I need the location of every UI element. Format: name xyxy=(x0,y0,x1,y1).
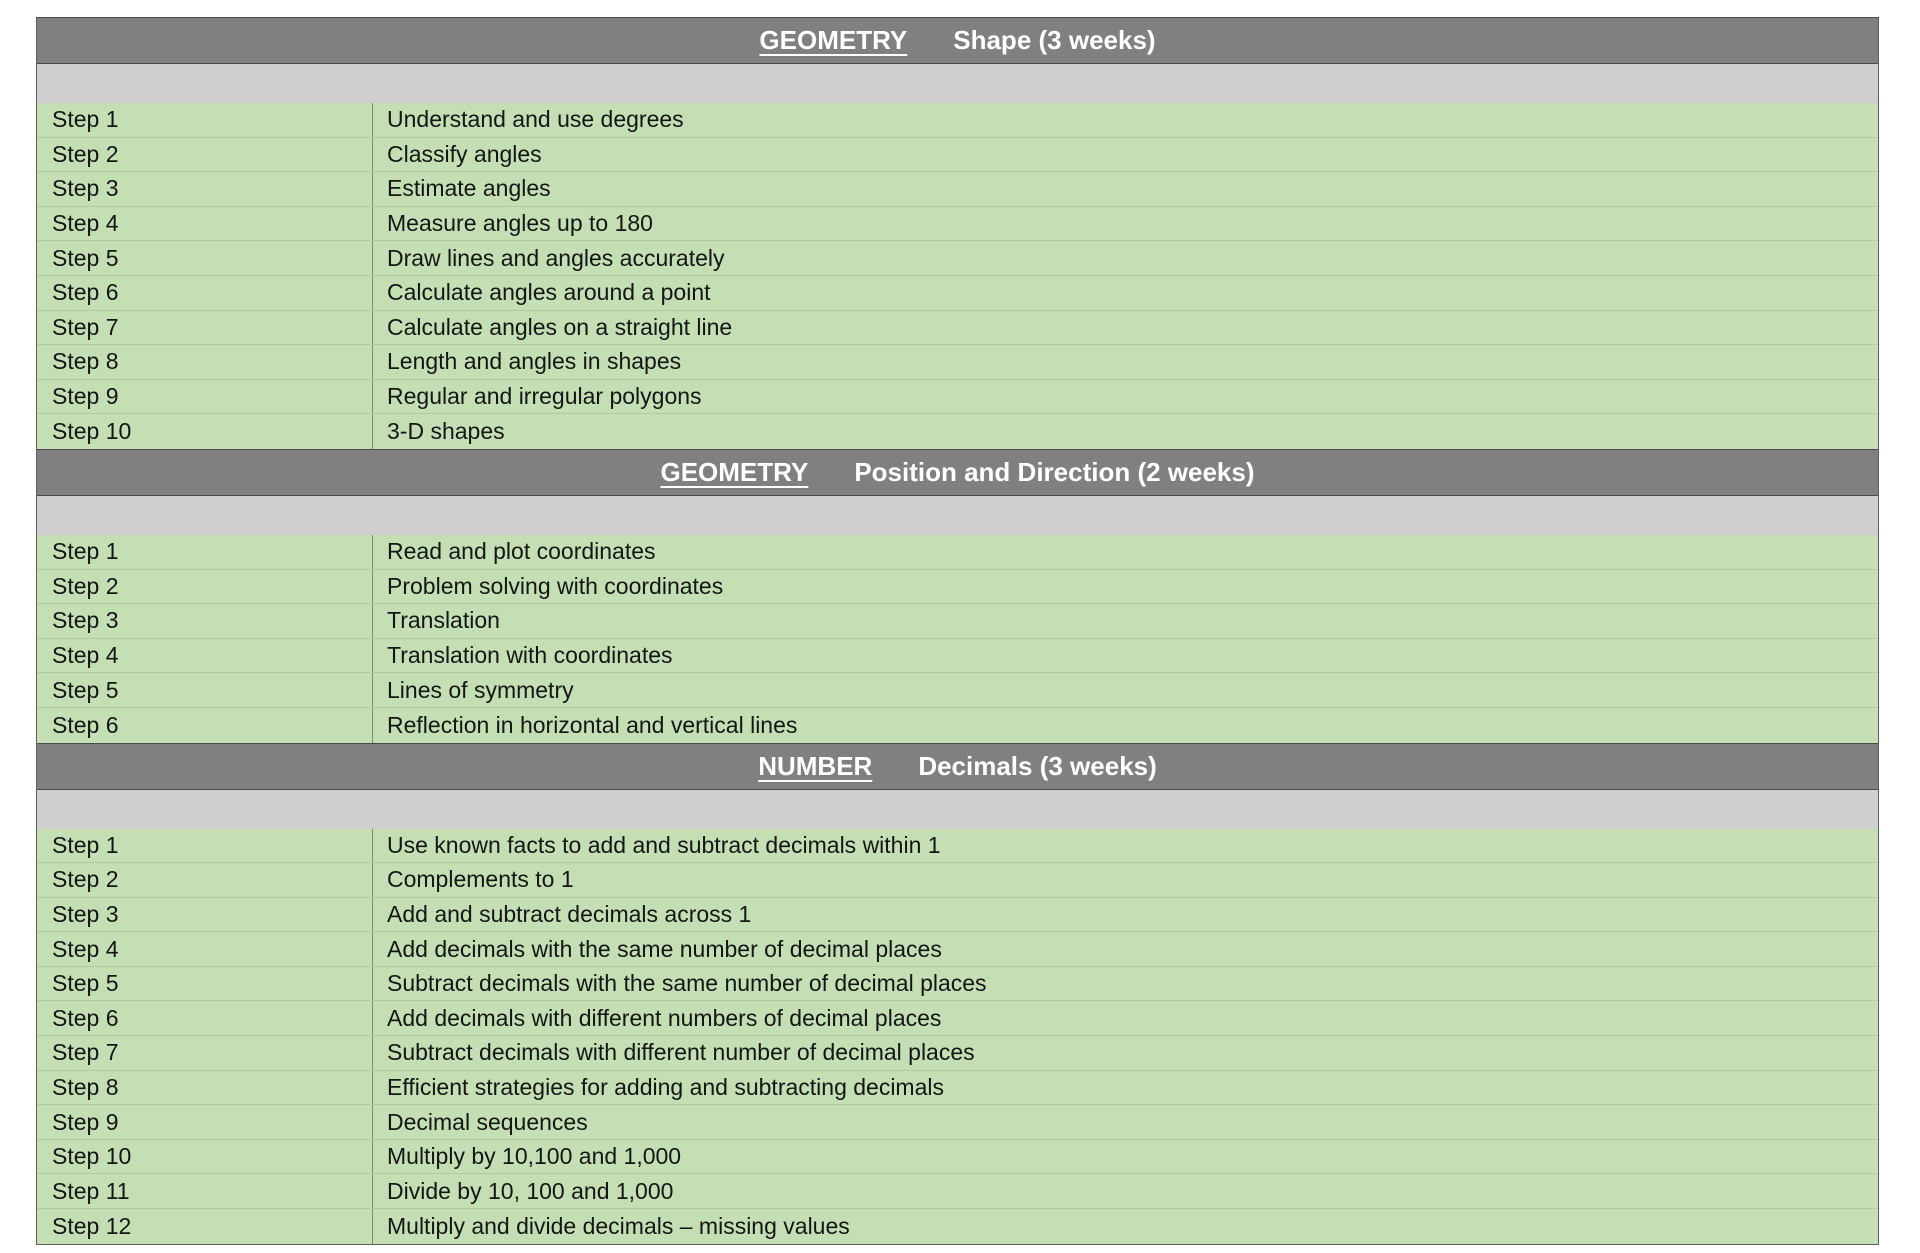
step-description: Subtract decimals with the same number of decimal places xyxy=(387,970,987,997)
step-description: Estimate angles xyxy=(387,175,551,202)
table-row xyxy=(37,829,1878,864)
step-label: Step 5 xyxy=(37,241,373,275)
step-description: Add and subtract decimals across 1 xyxy=(387,900,752,927)
step-label: Step 8 xyxy=(37,345,373,379)
scheme-of-learning-table xyxy=(36,17,1879,1245)
step-description: Efficient strategies for adding and subtracting decimals xyxy=(387,1073,944,1100)
section-header xyxy=(37,743,1878,790)
table-row xyxy=(37,1174,1878,1209)
step-label: Step 1 xyxy=(37,829,373,863)
step-description: Divide by 10, 100 and 1,000 xyxy=(387,1177,674,1204)
step-label: Step 4 xyxy=(37,207,373,241)
section-1 xyxy=(37,17,1878,449)
table-row xyxy=(37,276,1878,311)
step-list xyxy=(37,829,1878,1244)
step-label: Step 2 xyxy=(37,863,373,897)
step-label: Step 5 xyxy=(37,967,373,1001)
step-label: Step 10 xyxy=(37,414,373,449)
step-list xyxy=(37,103,1878,449)
section-category: GEOMETRY xyxy=(660,456,809,487)
table-row xyxy=(37,1001,1878,1036)
step-label: Step 3 xyxy=(37,172,373,206)
step-label: Step 12 xyxy=(37,1209,373,1244)
section-subheader-spacer xyxy=(37,790,1878,829)
table-row xyxy=(37,639,1878,674)
section-title: Shape (3 weeks) xyxy=(953,25,1156,55)
step-label: Step 8 xyxy=(37,1071,373,1105)
step-label: Step 9 xyxy=(37,1105,373,1139)
section-3 xyxy=(37,743,1878,1244)
step-description: Multiply and divide decimals – missing values xyxy=(387,1212,850,1239)
section-category: GEOMETRY xyxy=(759,25,908,55)
step-label: Step 3 xyxy=(37,898,373,932)
table-row xyxy=(37,345,1878,380)
step-description: Translation xyxy=(387,607,500,634)
table-row xyxy=(37,1209,1878,1244)
step-description: Regular and irregular polygons xyxy=(387,383,702,410)
section-subheader-spacer xyxy=(37,64,1878,103)
step-label: Step 10 xyxy=(37,1140,373,1174)
table-row xyxy=(37,967,1878,1002)
step-label: Step 4 xyxy=(37,639,373,673)
step-description: Reflection in horizontal and vertical lines xyxy=(387,711,798,738)
table-row xyxy=(37,172,1878,207)
step-description: Complements to 1 xyxy=(387,866,574,893)
step-label: Step 1 xyxy=(37,103,373,137)
step-list xyxy=(37,535,1878,743)
step-label: Step 7 xyxy=(37,311,373,345)
step-description: Understand and use degrees xyxy=(387,106,684,133)
step-label: Step 6 xyxy=(37,708,373,743)
step-description: Calculate angles on a straight line xyxy=(387,313,733,340)
section-header xyxy=(37,17,1878,64)
table-row xyxy=(37,1140,1878,1175)
table-row xyxy=(37,103,1878,138)
step-label: Step 11 xyxy=(37,1174,373,1208)
section-2 xyxy=(37,449,1878,743)
table-row xyxy=(37,673,1878,708)
table-row xyxy=(37,311,1878,346)
table-row xyxy=(37,1071,1878,1106)
step-label: Step 2 xyxy=(37,570,373,604)
step-description: Measure angles up to 180 xyxy=(387,210,653,237)
step-description: Length and angles in shapes xyxy=(387,348,682,375)
table-row xyxy=(37,138,1878,173)
step-description: Translation with coordinates xyxy=(387,642,673,669)
step-description: Classify angles xyxy=(387,140,542,167)
step-label: Step 4 xyxy=(37,932,373,966)
table-row xyxy=(37,241,1878,276)
step-label: Step 1 xyxy=(37,535,373,569)
table-row xyxy=(37,932,1878,967)
step-label: Step 3 xyxy=(37,604,373,638)
step-description: Decimal sequences xyxy=(387,1108,588,1135)
table-row xyxy=(37,207,1878,242)
table-row xyxy=(37,898,1878,933)
section-title: Decimals (3 weeks) xyxy=(918,750,1157,781)
table-row xyxy=(37,1105,1878,1140)
section-header xyxy=(37,449,1878,496)
table-row xyxy=(37,414,1878,449)
step-description: Problem solving with coordinates xyxy=(387,572,724,599)
step-description: Use known facts to add and subtract decimals within 1 xyxy=(387,831,941,858)
step-description: Add decimals with different numbers of decimal places xyxy=(387,1004,942,1031)
table-row xyxy=(37,1036,1878,1071)
section-subheader-spacer xyxy=(37,496,1878,535)
step-description: Lines of symmetry xyxy=(387,676,574,703)
step-description: Read and plot coordinates xyxy=(387,538,656,565)
step-label: Step 7 xyxy=(37,1036,373,1070)
table-row xyxy=(37,708,1878,743)
step-label: Step 2 xyxy=(37,138,373,172)
table-row xyxy=(37,570,1878,605)
section-title: Position and Direction (2 weeks) xyxy=(854,456,1255,487)
table-row xyxy=(37,863,1878,898)
step-description: Multiply by 10,100 and 1,000 xyxy=(387,1143,682,1170)
step-description: Add decimals with the same number of decimal places xyxy=(387,935,942,962)
step-description: Subtract decimals with different number of decimal places xyxy=(387,1039,975,1066)
step-description: Draw lines and angles accurately xyxy=(387,244,725,271)
step-description: Calculate angles around a point xyxy=(387,279,711,306)
table-row xyxy=(37,604,1878,639)
step-description: 3-D shapes xyxy=(387,418,505,445)
step-label: Step 9 xyxy=(37,380,373,414)
section-category: NUMBER xyxy=(758,750,873,781)
step-label: Step 6 xyxy=(37,276,373,310)
table-row xyxy=(37,535,1878,570)
table-row xyxy=(37,380,1878,415)
step-label: Step 5 xyxy=(37,673,373,707)
step-label: Step 6 xyxy=(37,1001,373,1035)
